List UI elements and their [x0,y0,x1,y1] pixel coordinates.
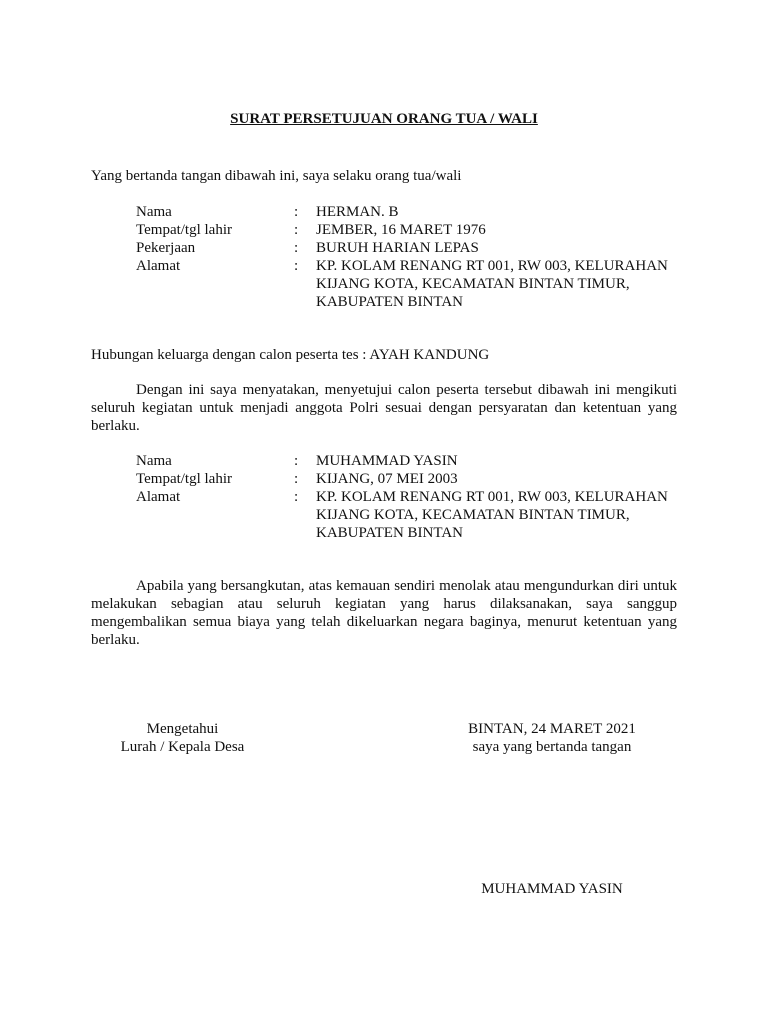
field-label: Tempat/tgl lahir [136,471,233,487]
field-label: Alamat [136,489,181,505]
letter-title: SURAT PERSETUJUAN ORANG TUA / WALI [230,111,538,127]
candidate-birth-row [136,470,681,488]
parent-birth-row [136,221,681,239]
candidate-name-row [136,452,681,470]
parent-job: BURUH HARIAN LEPAS [316,240,479,256]
field-colon: : [294,204,299,220]
place-date: BINTAN, 24 MARET 2021 [468,721,636,737]
field-colon: : [294,258,299,274]
parent-address: KP. KOLAM RENANG RT 001, RW 003, KELURAHAN KIJANG KOTA, KECAMATAN BINTAN TIMUR, KABUPATEN BINTAN [316,258,668,310]
candidate-address: KP. KOLAM RENANG RT 001, RW 003, KELURAHAN KIJANG KOTA, KECAMATAN BINTAN TIMUR, KABUPATEN BINTAN [316,489,668,541]
intro-text: Yang bertanda tangan dibawah ini, saya selaku orang tua/wali [91,168,462,184]
field-label: Nama [136,204,172,220]
field-label: Alamat [136,258,181,274]
field-label: Nama [136,453,172,469]
field-colon: : [294,240,299,256]
candidate-address-row [136,488,681,542]
parent-name: HERMAN. B [316,204,399,220]
signature-right [454,720,650,756]
field-colon: : [294,471,299,487]
parent-name-row [136,203,681,221]
candidate-details [136,452,681,542]
field-colon: : [294,222,299,238]
signer-name: MUHAMMAD YASIN [481,881,623,897]
refund-paragraph: Apabila yang bersangkutan, atas kemauan sendiri menolak atau mengundurkan diri untuk melakukan sebagian atau seluruh kegiatan yang harus dilaksanakan, saya sanggup mengembalikan semua biaya yang telah dikeluarkan negara baginya, menurut ketentuan yang berlaku. [91,578,677,648]
relation-text: Hubungan keluarga dengan calon peserta tes : AYAH KANDUNG [91,347,490,363]
parent-address-row [136,257,681,311]
field-label: Pekerjaan [136,240,196,256]
field-colon: : [294,453,299,469]
official-title: Lurah / Kepala Desa [120,739,245,755]
field-label: Tempat/tgl lahir [136,222,233,238]
signer-label: saya yang bertanda tangan [472,739,632,755]
signature-left [105,720,260,756]
acknowledge-label: Mengetahui [146,721,219,737]
consent-paragraph: Dengan ini saya menyatakan, menyetujui calon peserta tersebut dibawah ini mengikuti seluruh kegiatan untuk menjadi anggota Polri sesuai dengan persyaratan dan ketentuan yang berlaku. [91,382,677,434]
candidate-name: MUHAMMAD YASIN [316,453,458,469]
parent-details [136,203,681,311]
parent-job-row [136,239,681,257]
candidate-birth: KIJANG, 07 MEI 2003 [316,471,458,487]
parent-birth: JEMBER, 16 MARET 1976 [316,222,486,238]
field-colon: : [294,489,299,505]
